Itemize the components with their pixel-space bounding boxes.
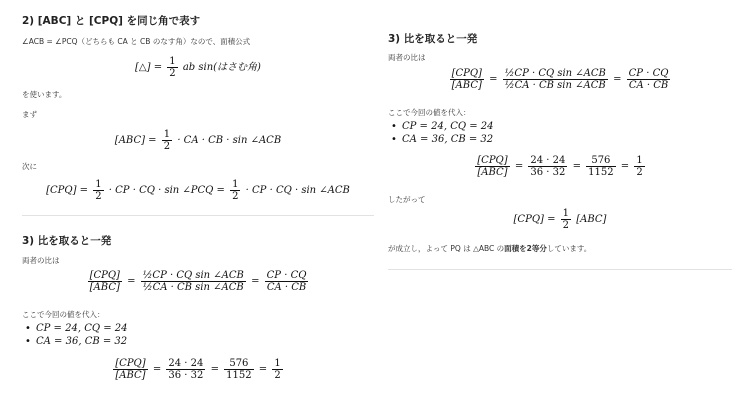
section-3-title: 3) 比を取ると一発 [22,235,112,247]
list-item: • CA = 36, CB = 32 [24,335,128,348]
conclusion: が成立し，よって PQ は △ABC の面積を2等分しています。 [388,244,592,253]
section-2-intro: ∠ACB = ∠PCQ（どちらも CA と CB のなす角）なので、面積公式 [22,37,251,46]
use-text: を使います。 [22,90,67,99]
substitute-intro: ここで今回の値を代入： [388,108,471,117]
abc-area-formula: [ABC] = $\frac{1}{2}$ · CA · CB · sin ∠ACB [114,129,282,152]
ratio-formula: $\frac{\text{[CPQ]}}{\text{[ABC]}}$ = $\frac{\text{½CP · CQ sin ∠ACB}}{\text{½CA · CB sin ∠ACB}}$ = $\frac{CP \cdot CQ}{CA \cdot CB}$ [89,270,307,293]
divider [388,269,732,270]
next-text: 次に [22,162,37,171]
calc-formula: $\frac{\text{[CPQ]}}{\text{[ABC]}}$ = $\frac{24 \cdot 24}{36 \cdot 32}$ = $\frac{576}{1152}$ = $\frac{1}{2}$ [477,155,643,178]
ratio-intro: 両者の比は [388,53,426,62]
list-item: • CP = 24, CQ = 24 [24,322,128,335]
ratio-formula: $\frac{\text{[CPQ]}}{\text{[ABC]}}$ = $\frac{\text{½CP · CQ sin ∠ACB}}{\text{½CA · CB sin ∠ACB}}$ = $\frac{CP \cdot CQ}{CA \cdot CB}$ [451,68,669,91]
calc-formula: $\frac{\text{[CPQ]}}{\text{[ABC]}}$ = $\frac{24 \cdot 24}{36 \cdot 32}$ = $\frac{576}{1152}$ = $\frac{1}{2}$ [115,358,281,381]
list-item: • CP = 24, CQ = 24 [390,120,494,133]
therefore-text: したがって [388,195,426,204]
area-formula: [△] = $\frac{1}{2}$ ab sin(はさむ角) [135,56,261,79]
substitute-intro: ここで今回の値を代入： [22,310,105,319]
ratio-intro: 両者の比は [22,256,60,265]
section-3-title: 3) 比を取ると一発 [388,33,478,45]
value-list [24,322,128,348]
first-text: まず [22,110,37,119]
section-2-title: 2) [ABC] と [CPQ] を同じ角で表す [22,15,201,27]
conclusion-emphasis: 面積を2等分 [504,244,547,253]
cpq-area-formula: [CPQ] = $\frac{1}{2}$ · CP · CQ · sin ∠PCQ = $\frac{1}{2}$ · CP · CQ · sin ∠ACB [46,179,350,202]
final-formula: [CPQ] = $\frac{1}{2}$ [ABC] [513,208,607,231]
divider [22,215,374,216]
list-item: • CA = 36, CB = 32 [390,133,494,146]
value-list [390,120,494,146]
